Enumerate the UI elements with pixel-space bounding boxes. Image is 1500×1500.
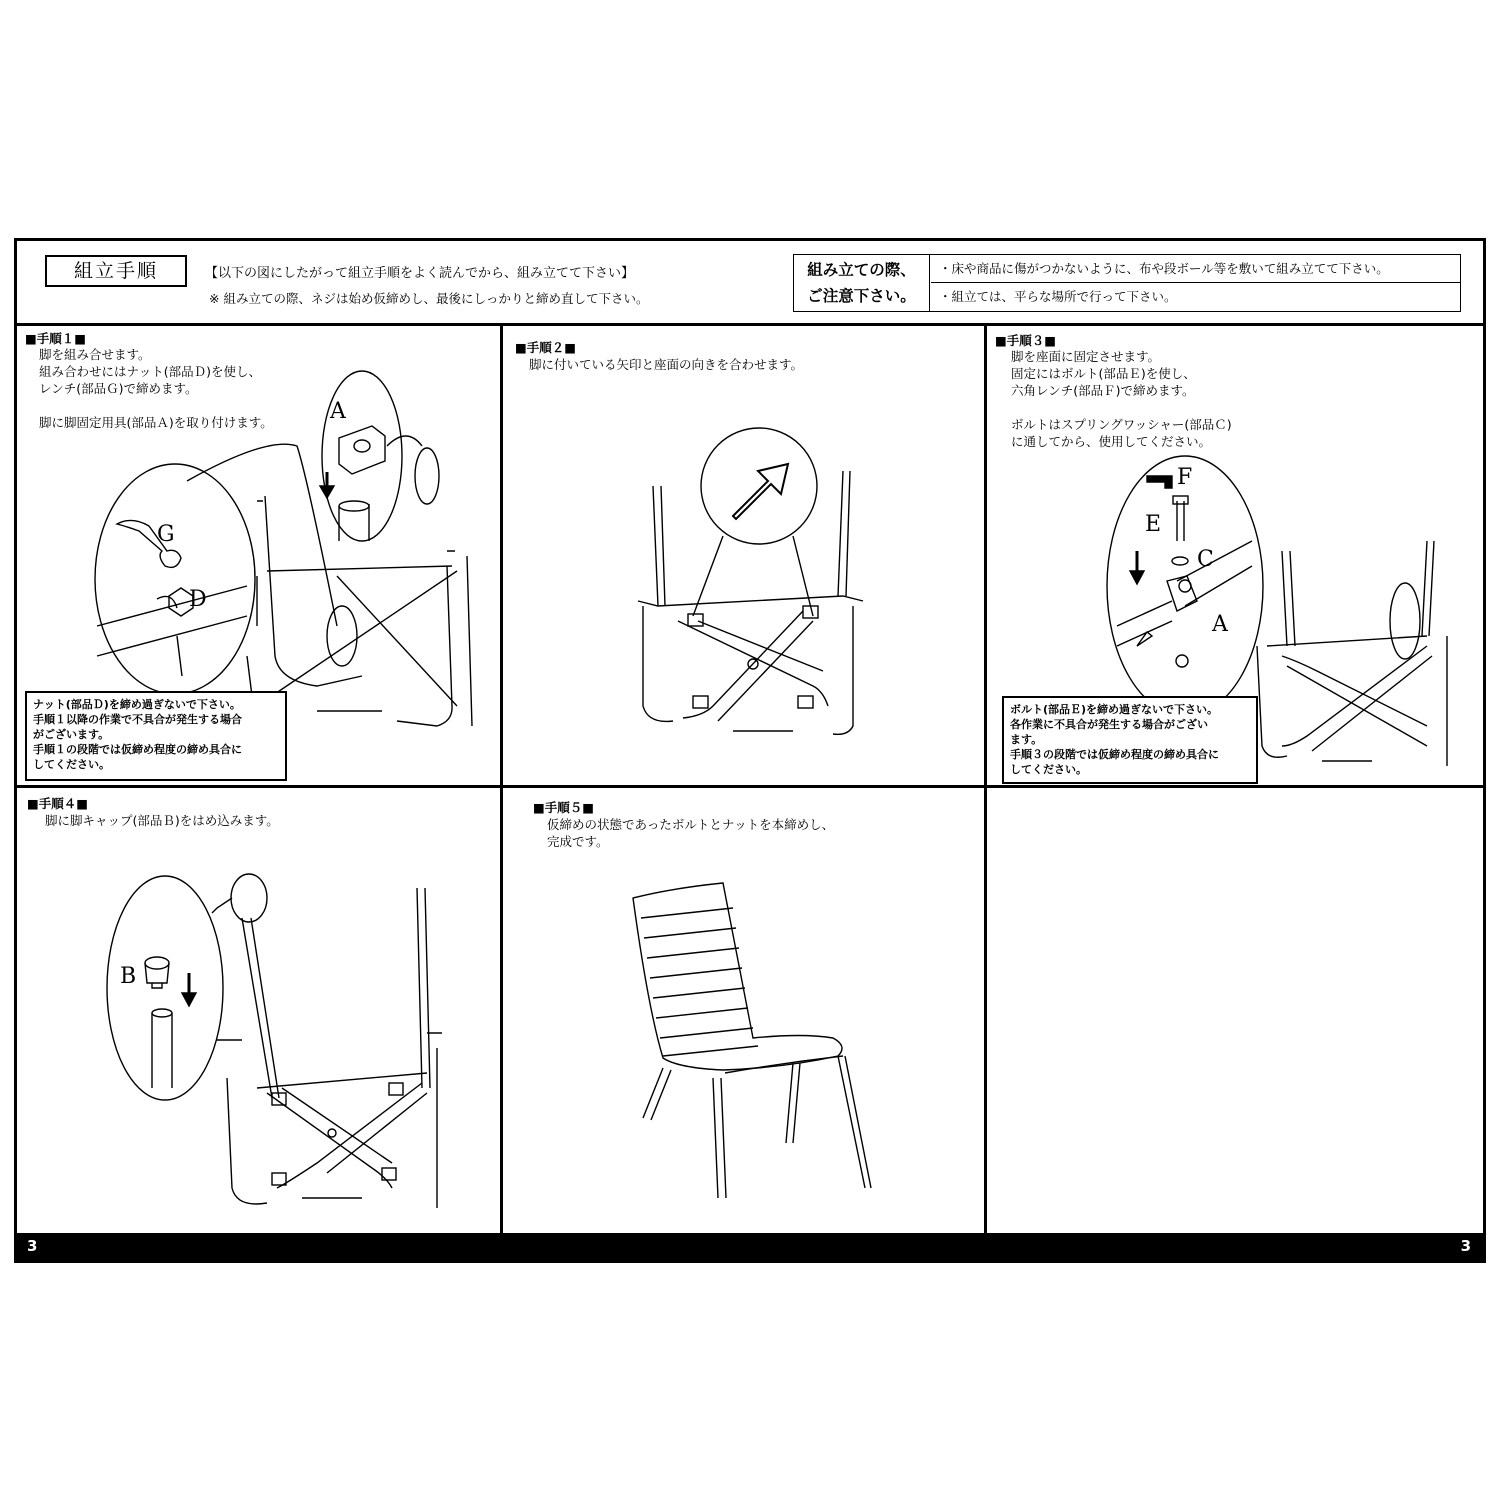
part-label: A — [1212, 612, 1228, 637]
step-text: 脚を座面に固定させます。 固定にはボルト(部品Ｅ)を使し、 六角レンチ(部品Ｆ)で締めます。 ボルトはスプリングワッシャー(部品Ｃ) に通してから、使用してください。 — [1011, 349, 1232, 449]
caution-note: ボルト(部品Ｅ)を締め過ぎないで下さい。 各作業に不具合が発生する場合がござい ます。 手順３の段階では仮締め程度の締め具合に してください。 — [1002, 696, 1258, 784]
step-2-illustration — [503, 326, 984, 785]
step-3-panel — [987, 326, 1483, 785]
step-heading: ■手順４■ — [27, 796, 89, 811]
intro-note: ※ 組み立ての際、ネジは始め仮締めし、最後にしっかりと締め直して下さい。 — [209, 291, 649, 306]
header — [17, 241, 1483, 326]
step-2-panel — [503, 326, 984, 785]
step-text: 脚を組み合せます。 組み合わせにはナット(部品Ｄ)を使し、 レンチ(部品Ｇ)で締めます。 脚に脚固定用具(部品Ａ)を取り付けます。 — [39, 347, 273, 430]
part-label: B — [120, 964, 137, 989]
page-number: 3 — [27, 1237, 38, 1255]
step-heading: ■手順１■ — [25, 331, 87, 346]
step-text: 脚に脚キャップ(部品Ｂ)をはめ込みます。 — [45, 813, 279, 828]
part-label: C — [1197, 547, 1214, 572]
chair-illustration — [503, 788, 984, 1236]
caution-box — [793, 254, 1461, 312]
step-4-panel — [17, 788, 500, 1236]
footer-bar — [17, 1233, 1483, 1260]
step-4-illustration — [17, 788, 500, 1236]
part-label: A — [330, 399, 346, 424]
caution-note: ナット(部品Ｄ)を締め過ぎないで下さい。 手順１以降の作業で不具合が発生する場合 がございます。 手順１の段階では仮締め程度の締め具合に してください。 — [25, 691, 287, 781]
part-label: F — [1177, 465, 1193, 490]
page-number: 3 — [1460, 1237, 1471, 1255]
empty-panel — [987, 788, 1483, 1236]
part-label: D — [189, 587, 207, 612]
intro-text: 【以下の図にしたがって組立手順をよく読んでから、組み立てて下さい】 — [205, 266, 635, 281]
caution-item: ・床や商品に傷がつかないように、布や段ボール等を敷いて組み立てて下さい。 — [931, 255, 1460, 283]
step-heading: ■手順５■ — [533, 800, 595, 815]
caution-label: 組み立ての際、 ご注意下さい。 — [794, 255, 930, 311]
part-label: G — [157, 522, 175, 547]
page-title: 組立手順 — [45, 255, 187, 287]
step-1-panel — [17, 326, 500, 785]
step-heading: ■手順２■ — [515, 340, 577, 355]
step-text: 脚に付いている矢印と座面の向きを合わせます。 — [529, 357, 804, 372]
caution-item: ・組立ては、平らな場所で行って下さい。 — [939, 289, 1177, 304]
part-label: E — [1145, 512, 1162, 537]
step-text: 仮締めの状態であったボルトとナットを本締めし、 完成です。 — [547, 817, 835, 849]
step-heading: ■手順３■ — [995, 333, 1057, 348]
instruction-sheet — [14, 238, 1486, 1263]
step-5-panel — [503, 788, 984, 1236]
